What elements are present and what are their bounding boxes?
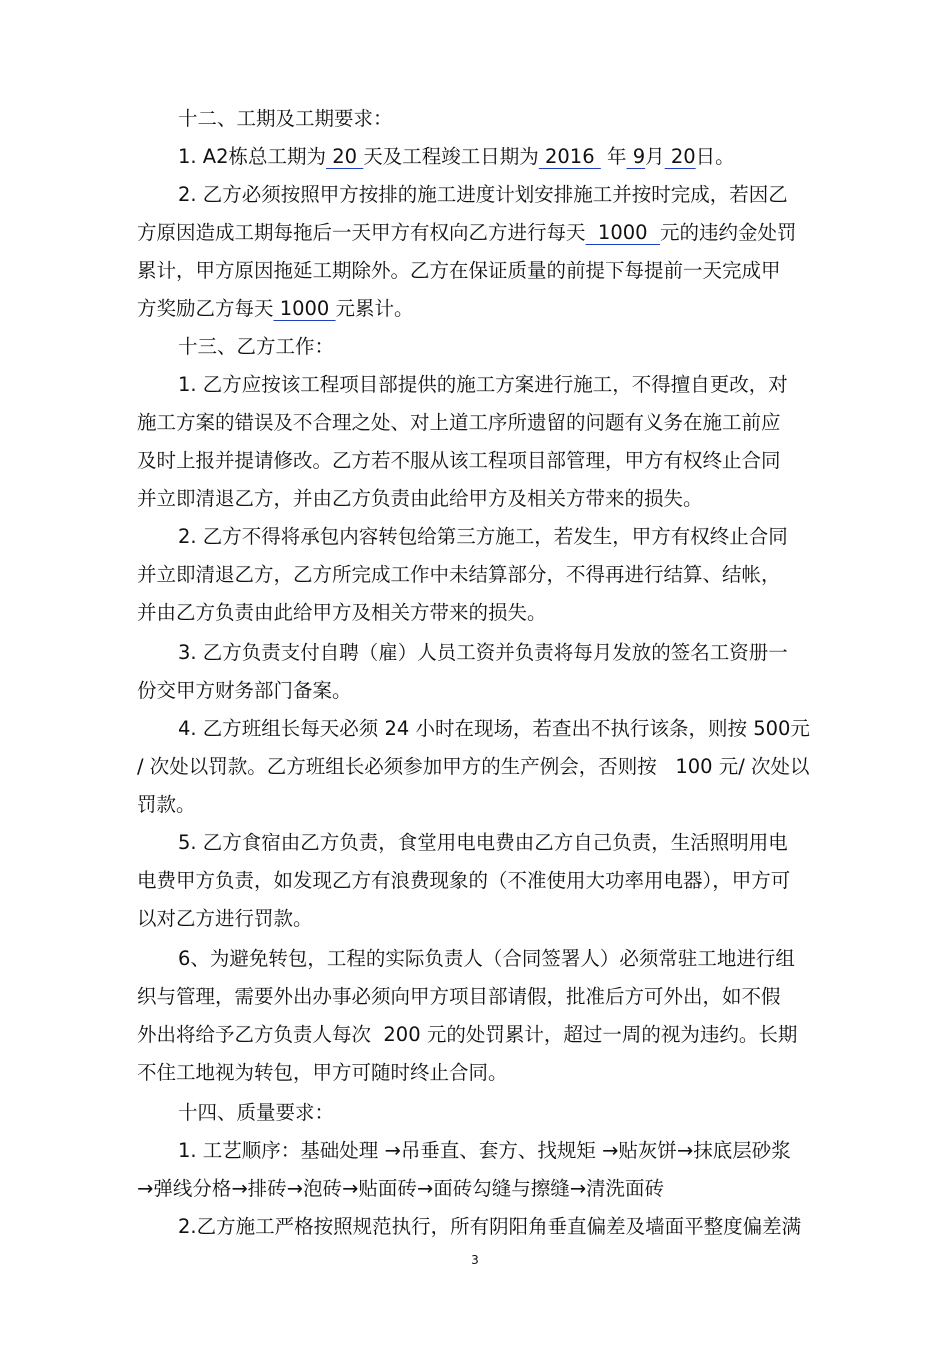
section-13-p3-line-2 <box>0 671 950 711</box>
paragraph-line-container <box>137 213 796 253</box>
section-13-heading <box>0 327 950 367</box>
paragraph-line: 方奖励乙方每天 <box>137 297 274 320</box>
section-13-p4-line-3 <box>0 785 950 825</box>
section-13-p2-line-1 <box>0 517 950 557</box>
section-13-p6-line-3 <box>0 1015 950 1055</box>
paragraph-line: 4. 乙方班组长每天必须 24 小时在现场，若查出不执行该条，则按 500元 <box>178 717 810 740</box>
section-13-p5-line-1 <box>0 823 950 863</box>
section-13-p3-line-1 <box>0 633 950 673</box>
daily-reward-value: 1000 <box>273 297 336 320</box>
paragraph-line: 并立即清退乙方，乙方所完成工作中未结算部分，不得再进行结算、结帐， <box>137 563 781 586</box>
completion-month-value: 9 <box>626 145 646 168</box>
paragraph-line: 元的违约金处罚 <box>659 221 797 244</box>
paragraph-line: 及时上报并提请修改。乙方若不服从该工程项目部管理，甲方有权终止合同 <box>137 449 781 472</box>
paragraph-line: 3. 乙方负责支付自聘（雇）人员工资并负责将每月发放的签名工资册一 <box>178 641 788 664</box>
section-14-p2-line-1 <box>0 1207 950 1247</box>
completion-day-value: 20 <box>664 145 696 168</box>
paragraph-line: 以对乙方进行罚款。 <box>137 907 313 930</box>
paragraph-line: 元累计。 <box>335 297 414 320</box>
paragraph-line: 并由乙方负责由此给甲方及相关方带来的损失。 <box>137 601 547 624</box>
item-1-text-e: 日。 <box>695 145 735 168</box>
paragraph-line-container <box>137 289 414 329</box>
section-13-p4-line-2 <box>0 747 950 787</box>
paragraph-line: 并立即清退乙方，并由乙方负责由此给甲方及相关方带来的损失。 <box>137 487 703 510</box>
item-1-container <box>178 137 735 177</box>
paragraph-line: 方原因造成工期每拖后一天甲方有权向乙方进行每天 <box>137 221 586 244</box>
paragraph-line: →弹线分格→排砖→泡砖→贴面砖→面砖勾缝与擦缝→清洗面砖 <box>137 1177 665 1200</box>
paragraph-line: 5. 乙方食宿由乙方负责，食堂用电电费由乙方自己负责，生活照明用电 <box>178 831 788 854</box>
section-12-item-2-line-3 <box>0 251 950 291</box>
section-14-p1-line-2 <box>0 1169 950 1209</box>
duration-days-value: 20 <box>326 145 364 168</box>
paragraph-line: 罚款。 <box>137 793 196 816</box>
section-13-p5-line-2 <box>0 861 950 901</box>
paragraph-line: / 次处以罚款。乙方班组长必须参加甲方的生产例会，否则按 100 元/ 次处以 <box>137 755 810 778</box>
section-12-item-2-line-4 <box>0 289 950 329</box>
paragraph-line: 2. 乙方不得将承包内容转包给第三方施工，若发生，甲方有权终止合同 <box>178 525 788 548</box>
section-13-p2-line-2 <box>0 555 950 595</box>
section-12-item-1 <box>0 137 950 177</box>
section-12-item-2-line-1 <box>0 175 950 215</box>
section-13-p6-line-2 <box>0 977 950 1017</box>
section-13-p5-line-3 <box>0 899 950 939</box>
page-number: 3 <box>471 1253 479 1267</box>
section-12-heading <box>0 99 950 139</box>
completion-year-value: 2016 <box>538 145 601 168</box>
section-12-item-2-line-2 <box>0 213 950 253</box>
section-13-p1-line-1 <box>0 365 950 405</box>
item-1-text-d: 月 <box>645 145 665 168</box>
heading-text: 十四、质量要求： <box>178 1101 335 1124</box>
item-1-text-a: 1. A2栋总工期为 <box>178 145 327 168</box>
section-14-p1-line-1 <box>0 1131 950 1171</box>
section-13-p2-line-3 <box>0 593 950 633</box>
section-14-heading <box>0 1093 950 1133</box>
section-13-p6-line-4 <box>0 1053 950 1093</box>
paragraph-line: 外出将给予乙方负责人每次 200 元的处罚累计，超过一周的视为违约。长期 <box>137 1023 798 1046</box>
section-13-p6-line-1 <box>0 939 950 979</box>
paragraph-line: 电费甲方负责，如发现乙方有浪费现象的（不准使用大功率用电器），甲方可 <box>137 869 791 892</box>
paragraph-line: 1. 乙方应按该工程项目部提供的施工方案进行施工，不得擅自更改，对 <box>178 373 788 396</box>
paragraph-line: 累计，甲方原因拖延工期除外。乙方在保证质量的前提下每提前一天完成甲 <box>137 259 781 282</box>
paragraph-line: 不住工地视为转包，甲方可随时终止合同。 <box>137 1061 508 1084</box>
paragraph-line: 1. 工艺顺序：基础处理 →吊垂直、套方、找规矩 →贴灰饼→抹底层砂浆 <box>178 1139 791 1162</box>
paragraph-line: 施工方案的错误及不合理之处、对上道工序所遗留的问题有义务在施工前应 <box>137 411 781 434</box>
paragraph-line: 6、为避免转包，工程的实际负责人（合同签署人）必须常驻工地进行组 <box>178 947 795 970</box>
section-13-p1-line-2 <box>0 403 950 443</box>
item-1-text-c: 年 <box>600 145 627 168</box>
daily-penalty-value: 1000 <box>585 221 660 244</box>
section-13-p1-line-3 <box>0 441 950 481</box>
paragraph-line: 份交甲方财务部门备案。 <box>137 679 352 702</box>
heading-text: 十三、乙方工作： <box>178 335 335 358</box>
heading-text: 十二、工期及工期要求： <box>178 107 393 130</box>
paragraph-line: 2.乙方施工严格按照规范执行，所有阴阳角垂直偏差及墙面平整度偏差满 <box>178 1215 802 1238</box>
section-13-p4-line-1 <box>0 709 950 749</box>
paragraph-line: 织与管理，需要外出办事必须向甲方项目部请假，批准后方可外出，如不假 <box>137 985 781 1008</box>
section-13-p1-line-4 <box>0 479 950 519</box>
paragraph-line: 2. 乙方必须按照甲方按排的施工进度计划安排施工并按时完成，若因乙 <box>178 183 788 206</box>
item-1-text-b: 天及工程竣工日期为 <box>363 145 539 168</box>
